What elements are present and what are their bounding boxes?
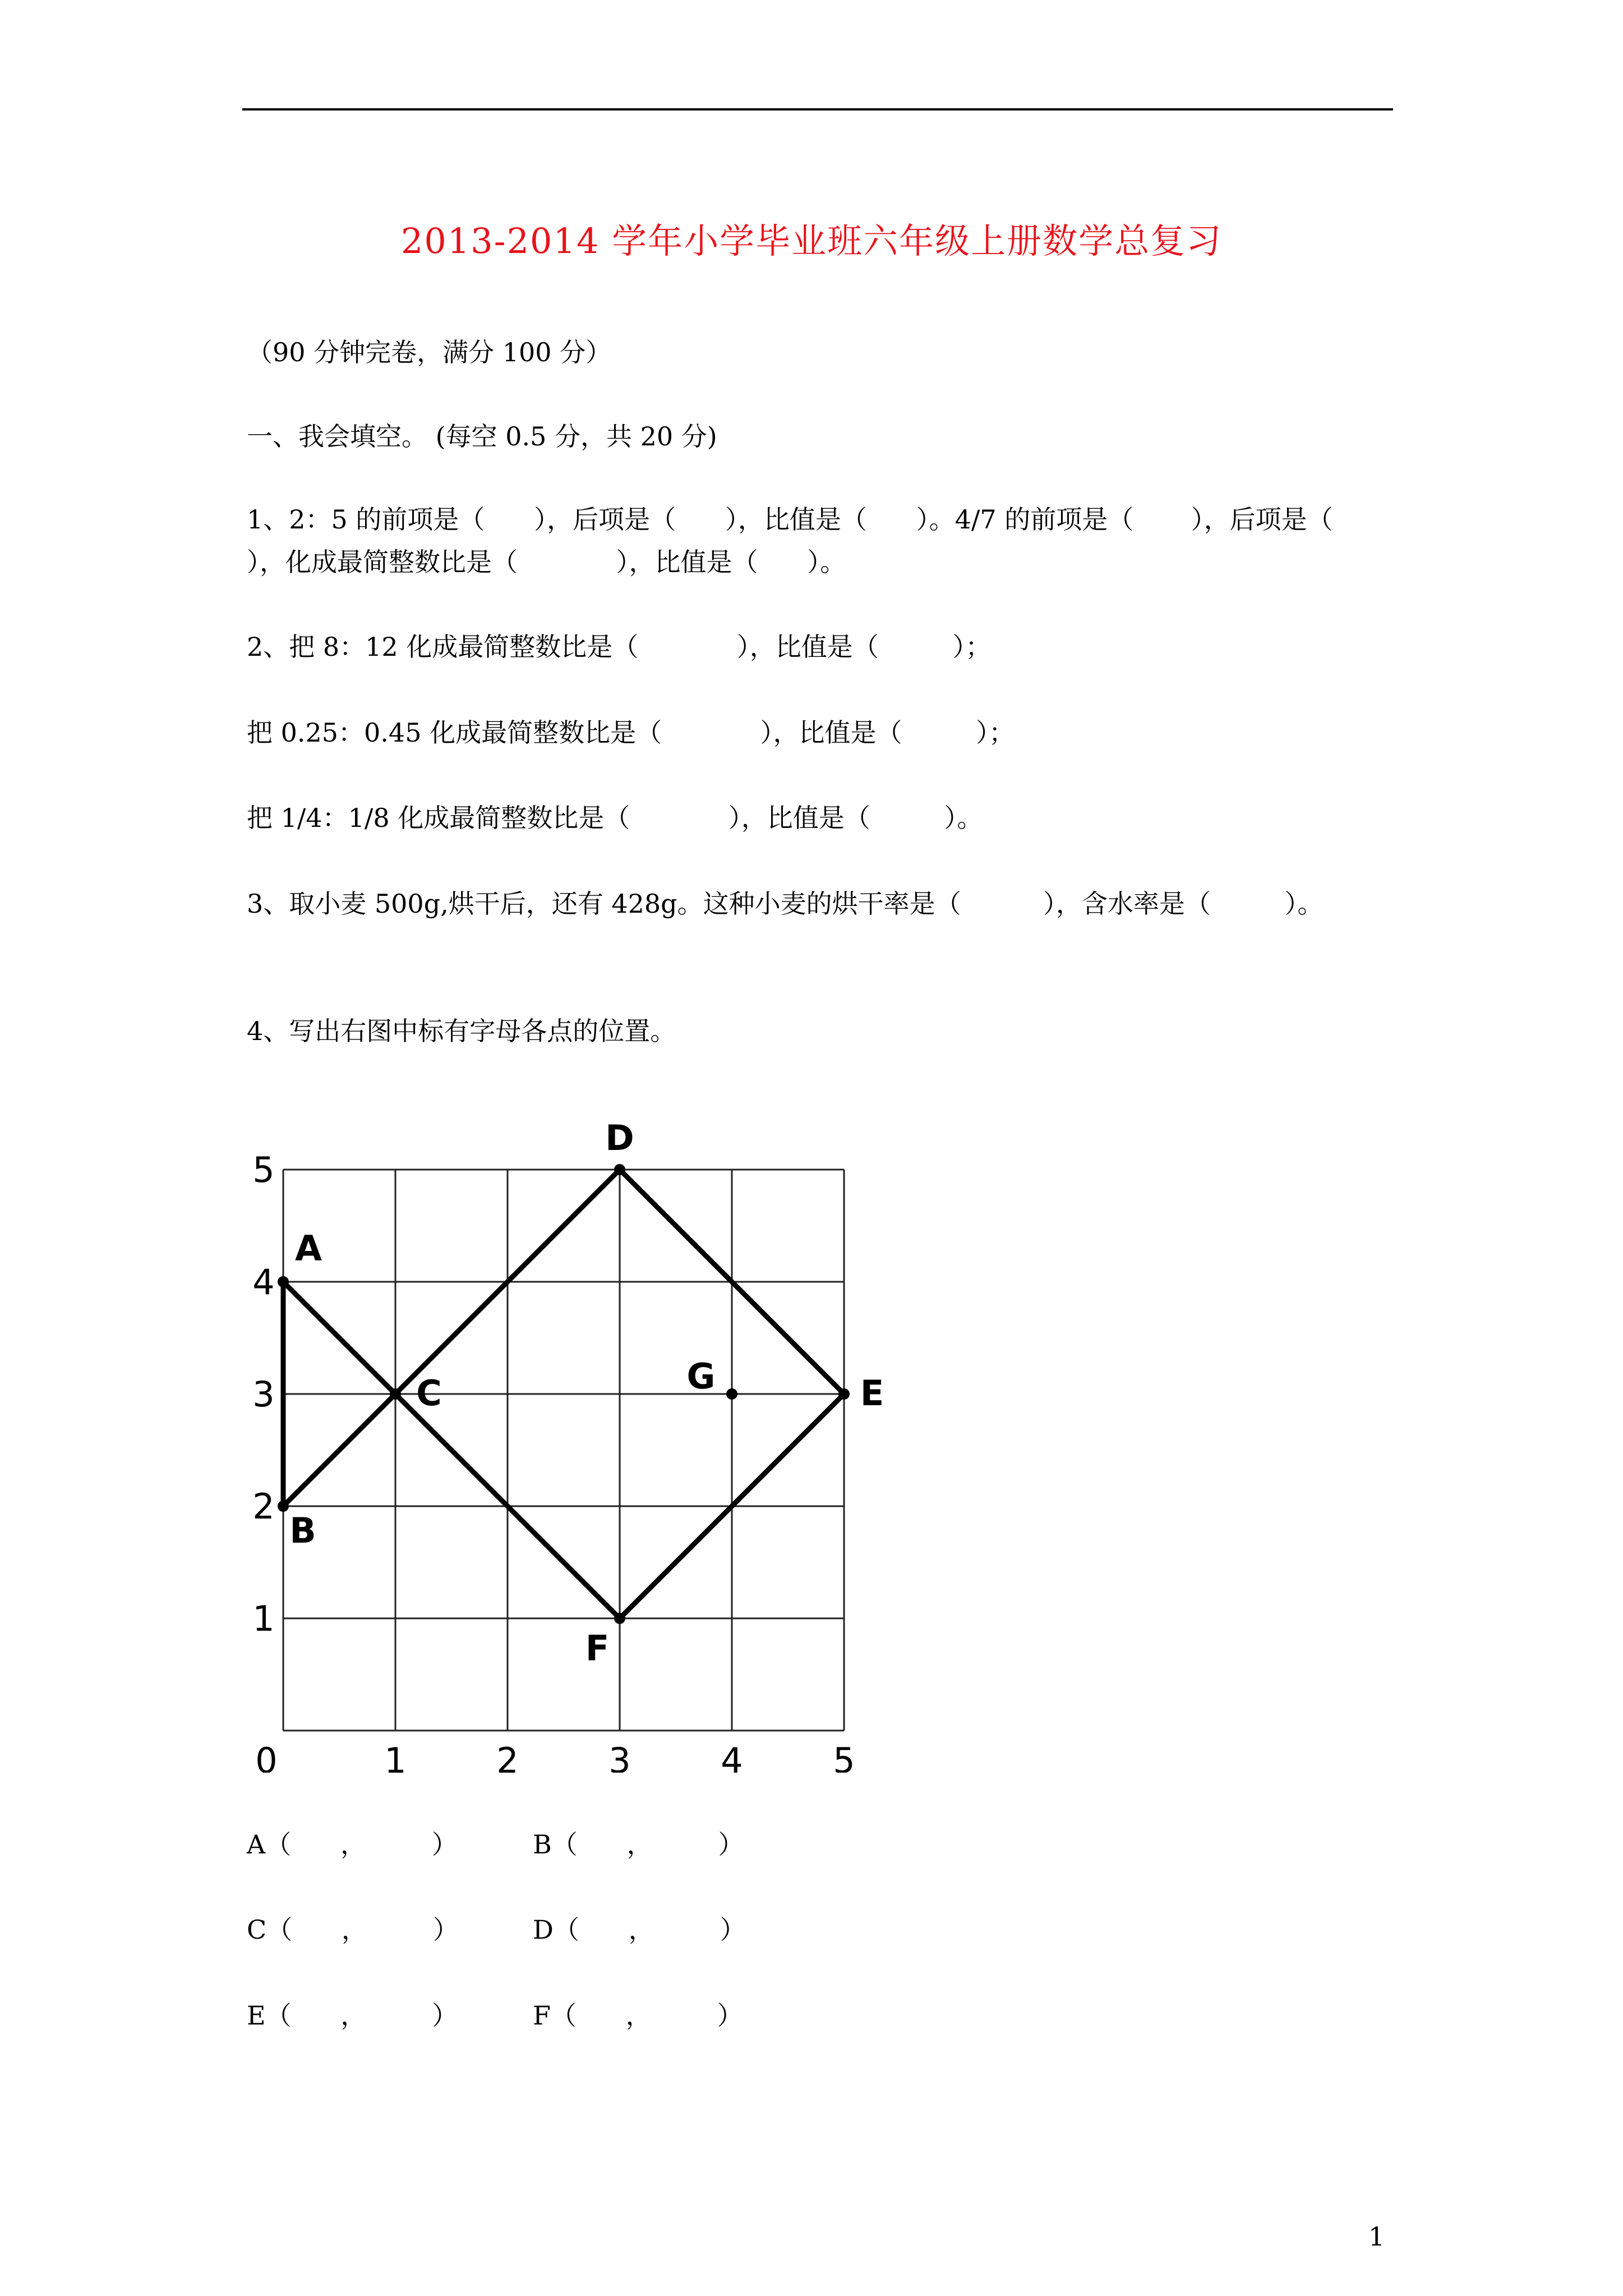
y-tick-label: 3: [252, 1374, 275, 1415]
point-label-d: D: [605, 1117, 634, 1158]
question-3: 3、取小麦 500g,烘干后，还有 428g。这种小麦的烘干率是（ ），含水率是（ ）。: [247, 889, 1324, 919]
x-tick-label: 5: [833, 1740, 855, 1773]
y-tick-label: 2: [252, 1486, 275, 1527]
point-a: [278, 1276, 289, 1287]
point-b: [278, 1501, 289, 1512]
x-tick-label: 1: [384, 1740, 407, 1773]
point-label-b: B: [289, 1510, 316, 1551]
question-2-part-c: 把 1/4：1/8 化成最简整数比是（ ），比值是（ ）。: [247, 803, 983, 833]
y-tick-label: 4: [252, 1262, 275, 1303]
x-tick-label: 0: [255, 1740, 278, 1773]
page-number: 1: [1368, 2221, 1385, 2252]
y-tick-label: 1: [252, 1598, 275, 1639]
section-heading: 一、我会填空。 (每空 0.5 分，共 20 分): [247, 421, 717, 452]
point-label-g: G: [686, 1356, 716, 1397]
segment-af: [283, 1282, 620, 1618]
question-1: 1、2：5 的前项是（ ），后项是（ ），比值是（ ）。4/7 的前项是（ ），后项是（ ），化成最简整数比是（ ），比值是（ ）。: [247, 504, 1399, 577]
point-label-c: C: [416, 1373, 442, 1414]
point-d: [614, 1164, 625, 1175]
coordinate-grid-figure: [236, 1099, 925, 1773]
answer-a: A（ ， ）: [247, 1829, 458, 1860]
segment-bd: [283, 1170, 620, 1506]
x-tick-label: 3: [608, 1740, 631, 1773]
y-tick-label: 5: [252, 1149, 275, 1190]
answer-d: D（ ， ）: [533, 1915, 746, 1945]
point-g: [726, 1388, 737, 1400]
coordinate-grid: [236, 1099, 925, 1773]
point-label-a: A: [295, 1228, 322, 1269]
x-tick-label: 4: [721, 1740, 743, 1773]
answer-b: B（ ， ）: [533, 1829, 744, 1860]
question-2-part-a: 2、把 8：12 化成最简整数比是（ ），比值是（ ）；: [247, 632, 992, 662]
point-c: [390, 1388, 401, 1400]
point-label-e: E: [860, 1373, 884, 1414]
answer-e: E（ ， ）: [247, 2000, 458, 2031]
point-e: [838, 1388, 850, 1400]
point-label-f: F: [585, 1628, 610, 1669]
document-title: 2013-2014 学年小学毕业班六年级上册数学总复习: [400, 220, 1223, 261]
question-2-part-b: 把 0.25：0.45 化成最简整数比是（ ），比值是（ ）；: [247, 717, 1015, 748]
exam-note: （90 分钟完卷，满分 100 分）: [247, 337, 612, 367]
answer-c: C（ ， ）: [247, 1915, 459, 1945]
point-f: [614, 1613, 625, 1624]
answer-f: F（ ， ）: [533, 2000, 743, 2031]
question-4: 4、写出右图中标有字母各点的位置。: [247, 1016, 676, 1046]
x-tick-label: 2: [496, 1740, 519, 1773]
header-rule: [242, 108, 1393, 111]
